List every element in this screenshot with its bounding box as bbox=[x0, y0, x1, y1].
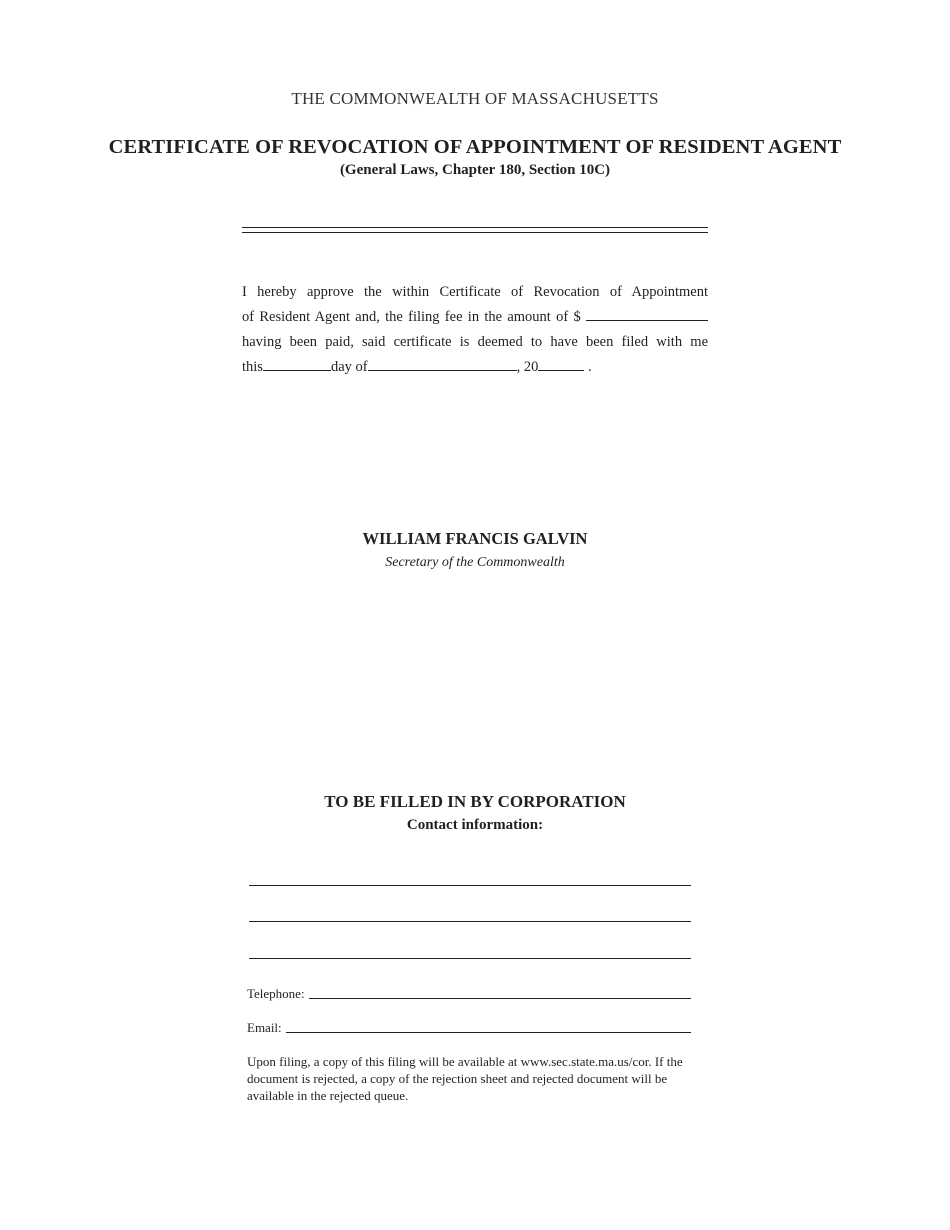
statute-reference: (General Laws, Chapter 180, Section 10C) bbox=[339, 162, 611, 178]
day-of-label: day of bbox=[330, 359, 368, 375]
approval-statement bbox=[242, 280, 708, 380]
secretary-name: WILLIAM FRANCIS GALVIN bbox=[362, 529, 588, 548]
page-title: CERTIFICATE OF REVOCATION OF APPOINTMENT OF RESIDENT AGENT bbox=[108, 136, 842, 158]
approval-line-4 bbox=[242, 355, 708, 380]
email-line[interactable] bbox=[286, 1032, 691, 1033]
filing-fee-label: of Resident Agent and, the filing fee in the amount of $ bbox=[242, 309, 581, 325]
year-prefix: , 20 bbox=[516, 359, 539, 375]
secretary-title: Secretary of the Commonwealth bbox=[385, 555, 565, 570]
double-divider bbox=[242, 227, 708, 233]
filing-notice: Upon filing, a copy of this filing will be available at www.sec.state.ma.us/cor. If the document is rejected, a copy of the rejection sheet and rejected document will be available in the rejected queue. bbox=[247, 1054, 683, 1103]
month-blank[interactable] bbox=[368, 358, 517, 371]
day-blank[interactable] bbox=[263, 358, 331, 371]
email-field bbox=[247, 1020, 691, 1036]
email-label: Email: bbox=[247, 1020, 282, 1035]
telephone-field bbox=[247, 986, 691, 1002]
approval-line-2 bbox=[242, 305, 708, 330]
telephone-label: Telephone: bbox=[247, 986, 305, 1001]
approval-line-1: I hereby approve the within Certificate of Revocation of Appointment bbox=[242, 284, 708, 300]
filing-fee-blank[interactable] bbox=[586, 308, 708, 321]
contact-line-1[interactable] bbox=[249, 885, 691, 886]
contact-line-2[interactable] bbox=[249, 921, 691, 922]
contact-line-3[interactable] bbox=[249, 958, 691, 959]
contact-info-heading: Contact information: bbox=[406, 817, 544, 833]
this-label: this bbox=[242, 359, 263, 375]
commonwealth-heading: THE COMMONWEALTH OF MASSACHUSETTS bbox=[291, 89, 659, 108]
line-end: . bbox=[584, 359, 592, 375]
telephone-line[interactable] bbox=[309, 998, 691, 999]
corporation-section-heading: TO BE FILLED IN BY CORPORATION bbox=[324, 792, 626, 811]
year-blank[interactable] bbox=[538, 358, 584, 371]
approval-line-3: having been paid, said certificate is deemed to have been filed with me bbox=[242, 334, 708, 350]
